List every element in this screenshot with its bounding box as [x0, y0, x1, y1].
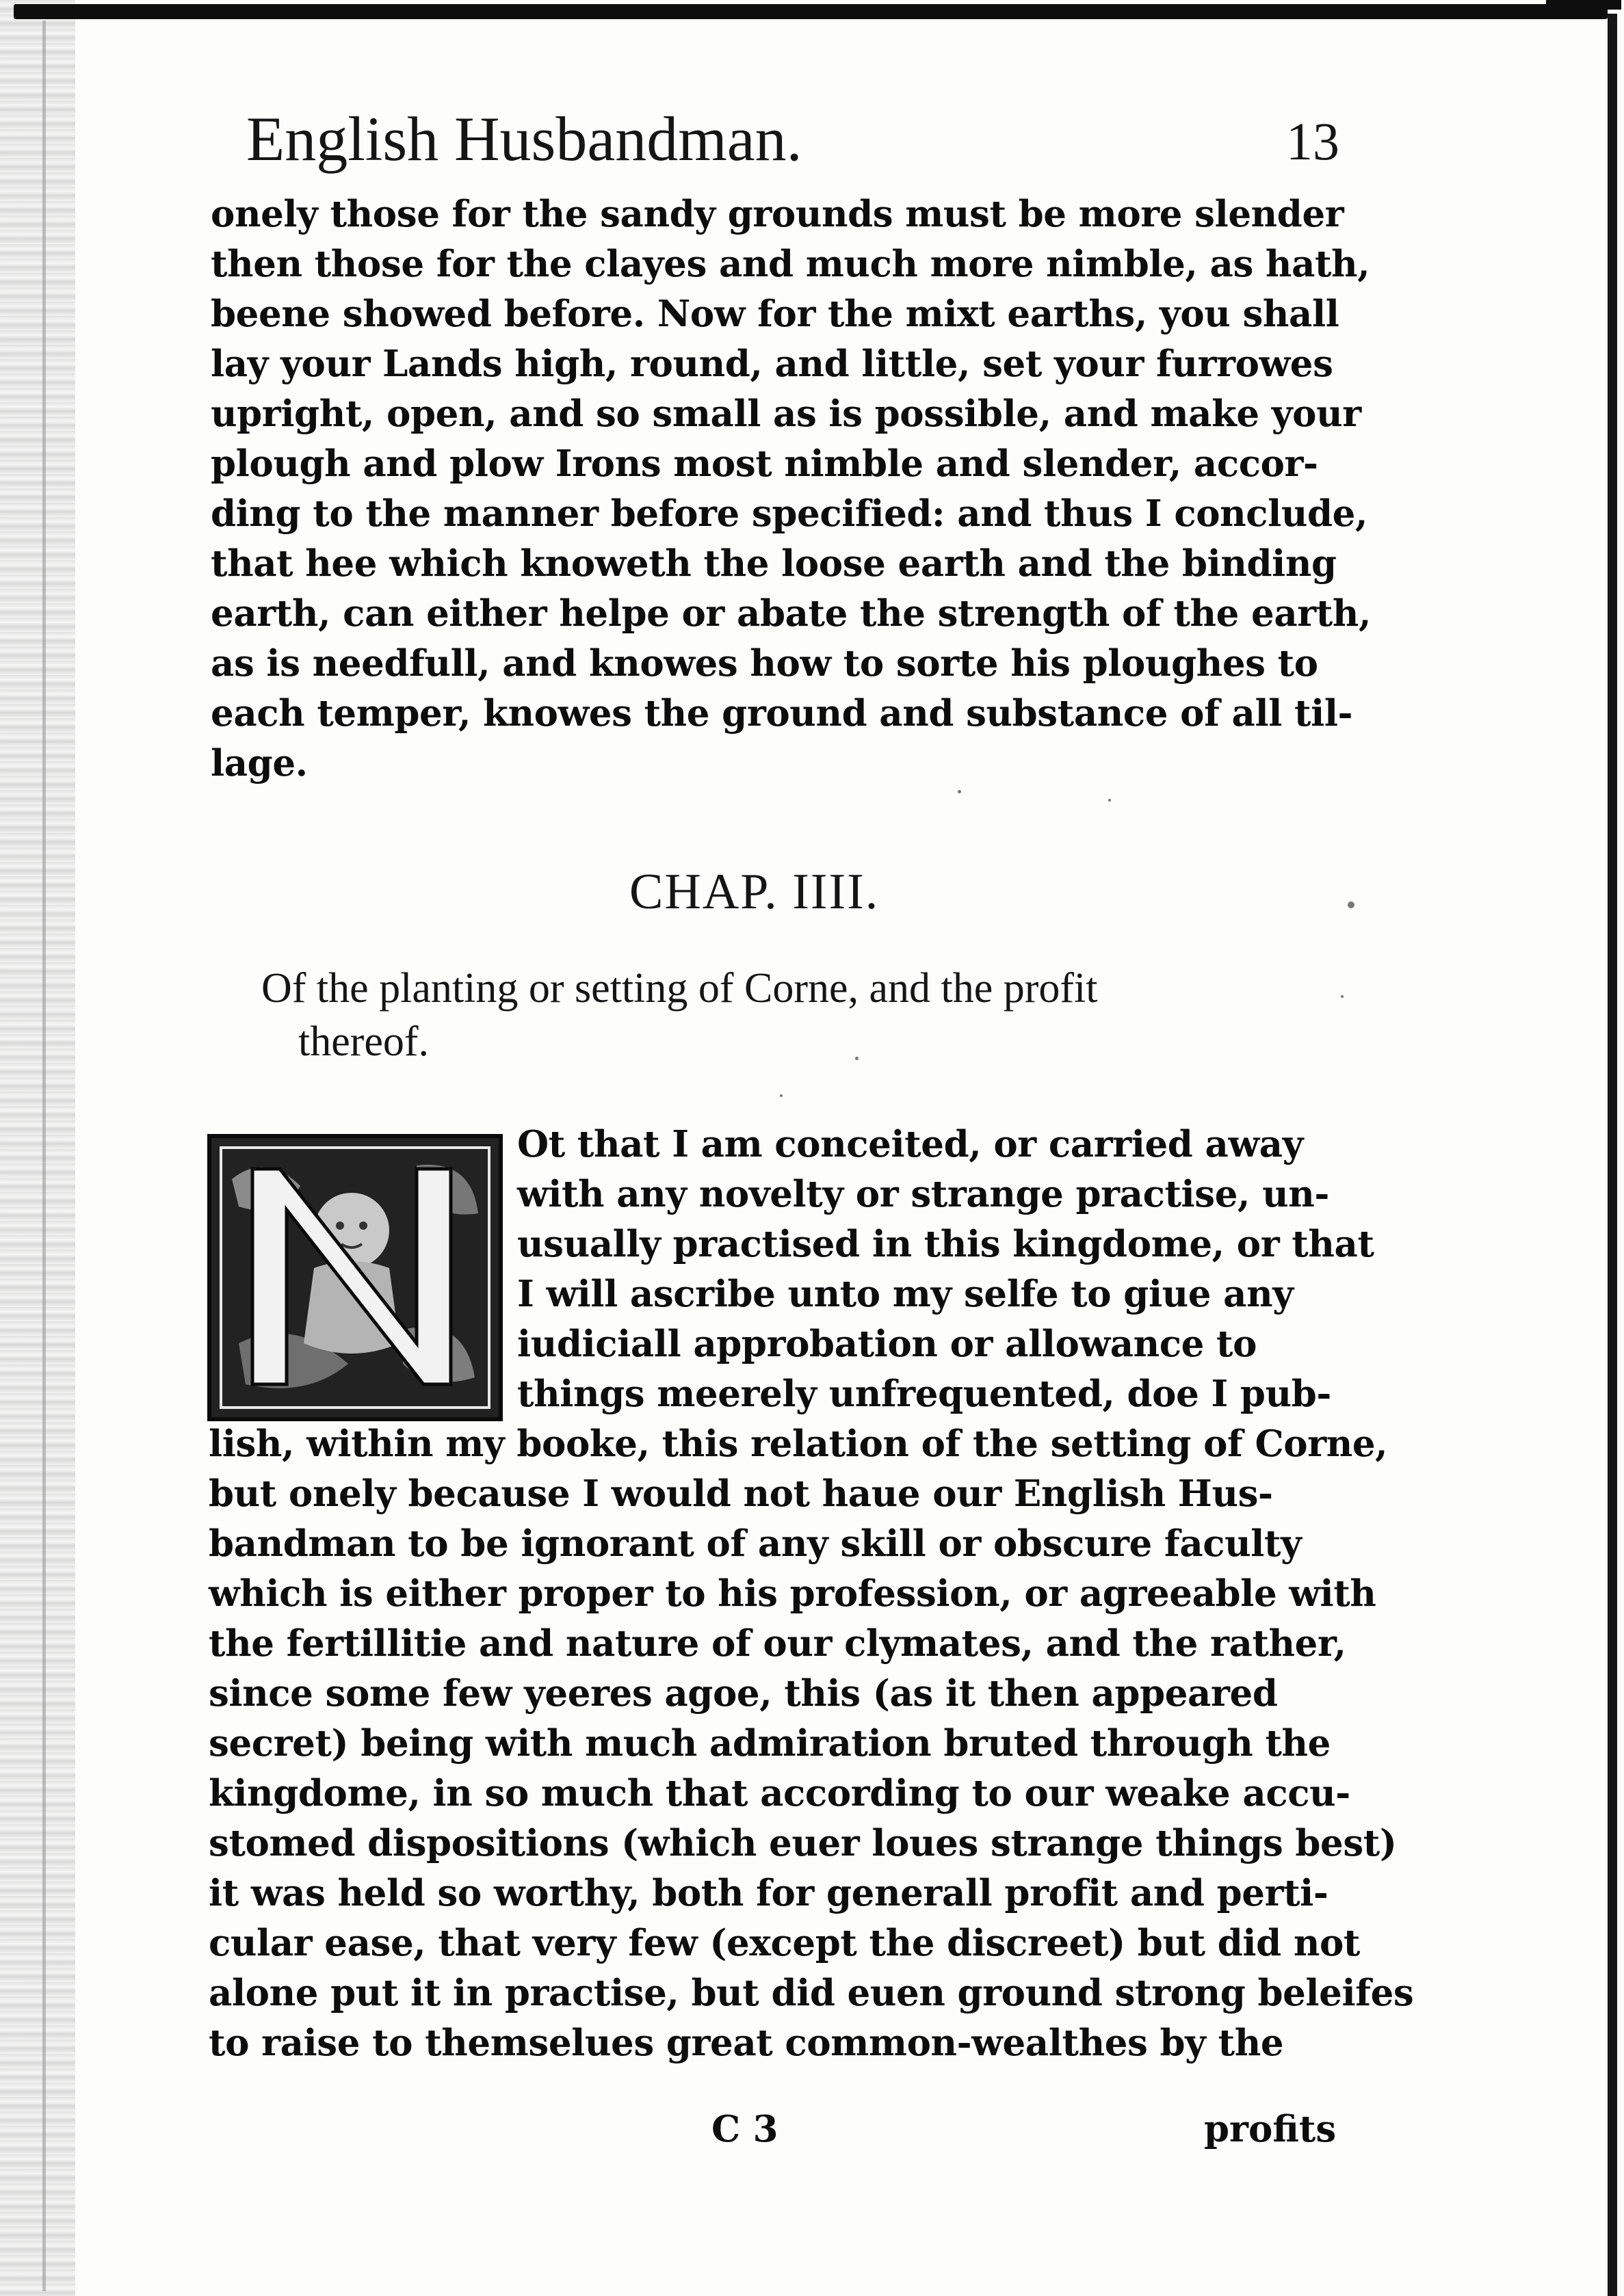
ink-speck	[780, 1094, 783, 1097]
text-line: beene showed before. Now for the mixt earths, you shall	[211, 293, 1339, 335]
text-line: the fertillitie and nature of our clymates, and the rather,	[209, 1622, 1346, 1665]
ink-speck	[855, 1057, 859, 1060]
text-line: upright, open, and so small as is possible, and make your	[211, 393, 1361, 435]
text-line: usually practised in this kingdome, or that	[517, 1223, 1374, 1265]
decorated-initial-artwork	[211, 1138, 499, 1417]
text-line: alone put it in practise, but did euen ground strong beleifes	[209, 1972, 1414, 2014]
signature-mark: C 3	[711, 2108, 778, 2150]
right-border	[1608, 14, 1617, 2296]
text-line: plough and plow Irons most nimble and slender, accor-	[211, 443, 1318, 485]
text-line: since some few yeeres agoe, this (as it then appeared	[209, 1672, 1278, 1715]
decorated-initial	[207, 1134, 503, 1421]
chapter-title-line: Of the planting or setting of Corne, and the profit	[261, 965, 1098, 1012]
top-border	[14, 4, 1608, 19]
text-line: I will ascribe unto my selfe to giue any	[517, 1273, 1294, 1315]
text-line: that hee which knoweth the loose earth and the binding	[211, 542, 1337, 585]
running-head: English Husbandman.	[246, 104, 802, 174]
text-line: as is needfull, and knowes how to sorte his ploughes to	[211, 642, 1318, 685]
top-border-corner	[1546, 0, 1621, 10]
ink-speck	[1108, 799, 1111, 802]
text-line: lay your Lands high, round, and little, set your furrowes	[211, 343, 1333, 385]
text-line: with any novelty or strange practise, un-	[517, 1173, 1330, 1215]
text-line: to raise to themselues great common-wealthes by the	[209, 2022, 1284, 2064]
text-line: lage.	[211, 742, 308, 784]
text-line: which is either proper to his profession, or agreeable with	[209, 1572, 1376, 1615]
catchword: profits	[1204, 2108, 1337, 2150]
text-line: onely those for the sandy grounds must be more slender	[211, 193, 1344, 235]
page-number: 13	[1286, 111, 1339, 171]
text-line: things meerely unfrequented, doe I pub-	[517, 1373, 1331, 1415]
chapter-heading: CHAP. IIII.	[629, 864, 880, 920]
ink-speck	[958, 790, 961, 793]
text-line: earth, can either helpe or abate the strength of the earth,	[211, 592, 1372, 635]
gutter-shadow	[0, 0, 75, 2296]
ink-speck	[1341, 995, 1344, 998]
text-line: ding to the manner before specified: and thus I conclude,	[211, 492, 1368, 535]
gutter-fold	[42, 21, 46, 2291]
text-line: kingdome, in so much that according to our weake accu-	[209, 1772, 1350, 1815]
text-line: iudiciall approbation or allowance to	[517, 1323, 1257, 1365]
text-line: lish, within my booke, this relation of the setting of Corne,	[209, 1423, 1388, 1465]
text-line: stomed dispositions (which euer loues strange things best)	[209, 1822, 1397, 1864]
ink-speck	[1348, 901, 1354, 908]
text-line: each temper, knowes the ground and substance of all til-	[211, 692, 1353, 735]
text-line: bandman to be ignorant of any skill or obscure faculty	[209, 1522, 1302, 1565]
text-line: then those for the clayes and much more nimble, as hath,	[211, 243, 1370, 285]
text-line: Ot that I am conceited, or carried away	[517, 1123, 1304, 1165]
text-line: cular ease, that very few (except the discreet) but did not	[209, 1922, 1360, 1964]
chapter-title-line: thereof.	[298, 1018, 430, 1065]
text-line: secret) being with much admiration bruted through the	[209, 1722, 1331, 1765]
text-line: it was held so worthy, both for generall profit and perti-	[209, 1872, 1328, 1914]
text-line: but onely because I would not haue our English Hus-	[209, 1473, 1273, 1515]
